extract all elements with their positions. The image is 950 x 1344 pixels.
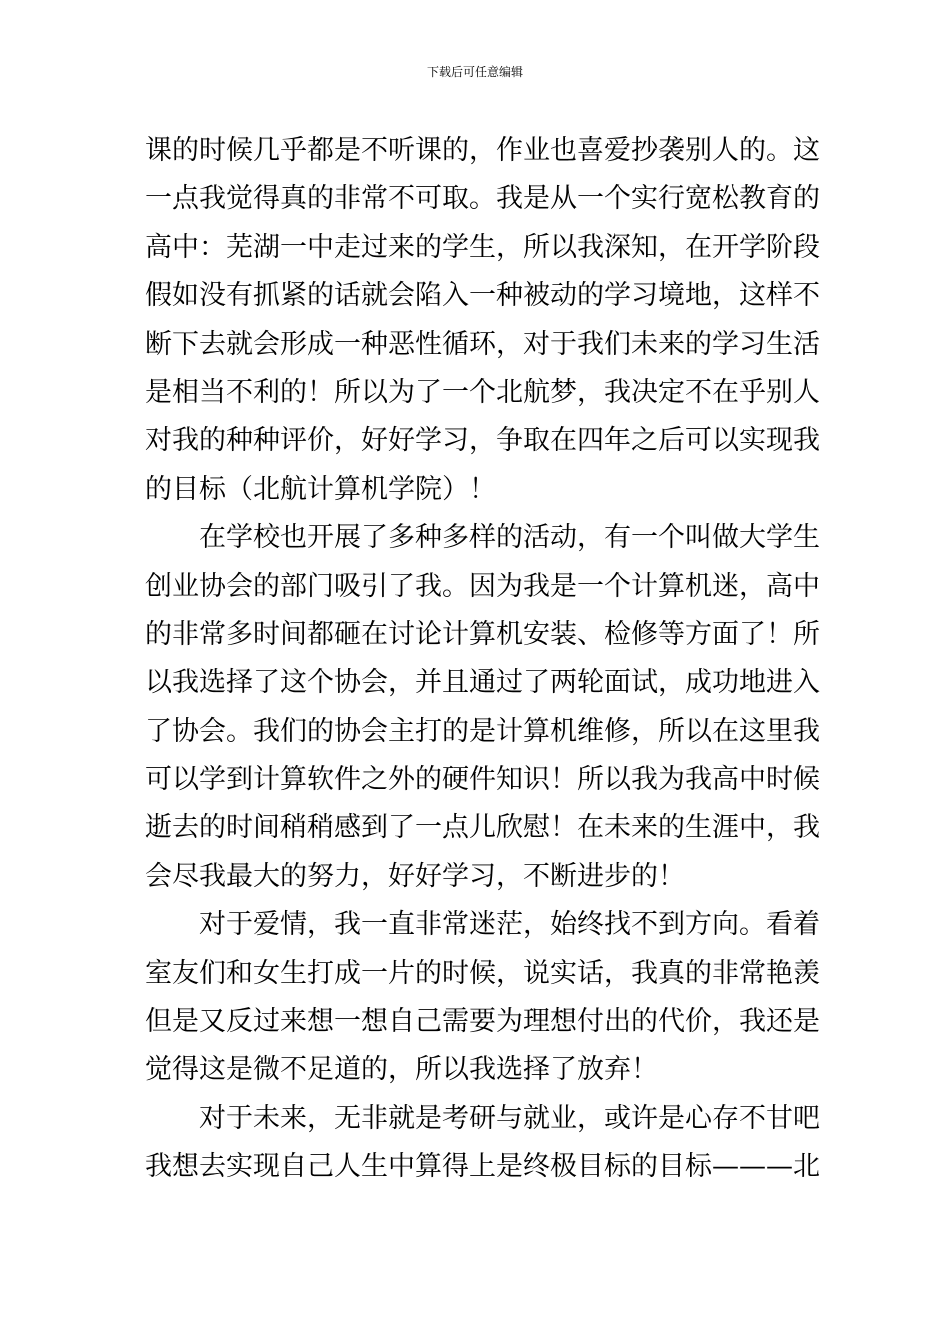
text-line: 会尽我最大的努力，好好学习，不断进步的！ [145, 860, 685, 892]
text-line: 创业协会的部门吸引了我。因为我是一个计算机迷，高中 [145, 570, 820, 602]
page-header: 下载后可任意编辑 [426, 65, 523, 79]
text-line: 是相当不利的！所以为了一个北航梦，我决定不在乎别人 [145, 376, 820, 408]
text-line: 的目标（北航计算机学院）！ [145, 473, 496, 505]
text-line: 断下去就会形成一种恶性循环，对于我们未来的学习生活 [145, 328, 820, 360]
text-line: 觉得这是微不足道的，所以我选择了放弃！ [145, 1054, 658, 1086]
text-line: 对我的种种评价，好好学习，争取在四年之后可以实现我 [145, 425, 820, 457]
text-line: 我想去实现自己人生中算得上是终极目标的目标———北 [145, 1151, 820, 1183]
text-line: 室友们和女生打成一片的时候，说实话，我真的非常艳羡 [145, 957, 820, 989]
body-text [145, 127, 820, 1192]
text-line: 逝去的时间稍稍感到了一点儿欣慰！在未来的生涯中，我 [145, 812, 820, 844]
text-line: 高中：芜湖一中走过来的学生，所以我深知，在开学阶段 [145, 231, 820, 263]
text-line: 了协会。我们的协会主打的是计算机维修，所以在这里我 [145, 715, 820, 747]
text-line: 以我选择了这个协会，并且通过了两轮面试，成功地进入 [145, 667, 820, 699]
text-line: 但是又反过来想一想自己需要为理想付出的代价，我还是 [145, 1006, 820, 1038]
text-line: 对于爱情，我一直非常迷茫，始终找不到方向。看着 [199, 909, 820, 941]
text-line: 可以学到计算软件之外的硬件知识！所以我为我高中时候 [145, 764, 820, 796]
text-line: 对于未来，无非就是考研与就业，或许是心存不甘吧 [199, 1102, 820, 1134]
text-line: 课的时候几乎都是不听课的，作业也喜爱抄袭别人的。这 [145, 135, 820, 166]
text-line: 假如没有抓紧的话就会陷入一种被动的学习境地，这样不 [145, 280, 820, 312]
text-line: 在学校也开展了多种多样的活动，有一个叫做大学生 [199, 522, 820, 554]
text-line: 一点我觉得真的非常不可取。我是从一个实行宽松教育的 [145, 183, 820, 215]
text-line: 的非常多时间都砸在讨论计算机安装、检修等方面了！所 [145, 618, 820, 650]
